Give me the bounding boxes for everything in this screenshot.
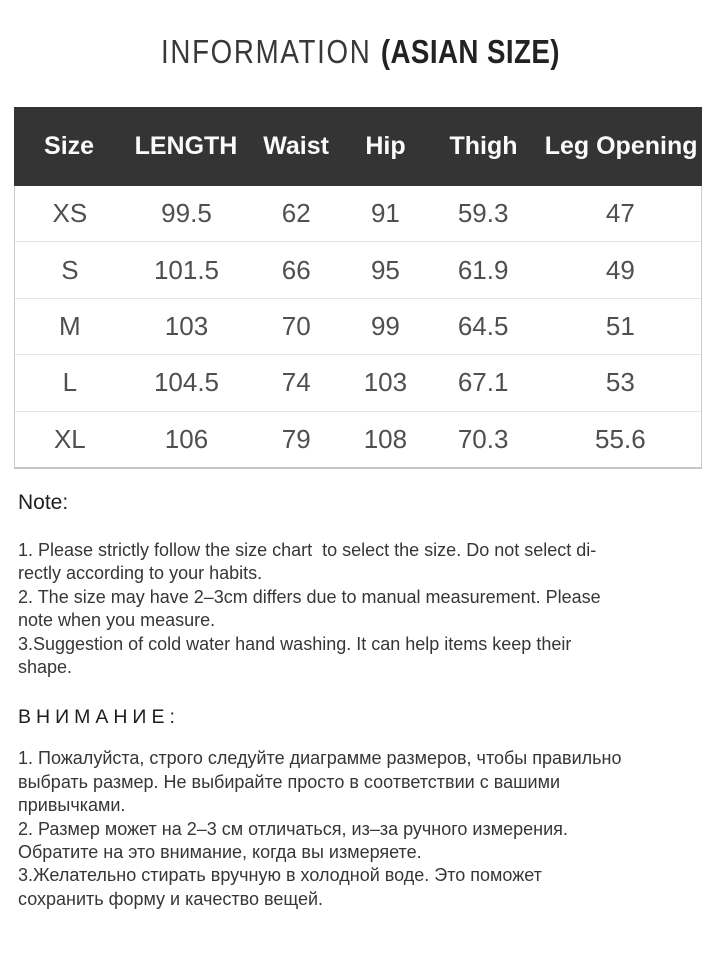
note-line: выбрать размер. Не выбирайте просто в соответствии с вашими xyxy=(18,771,561,792)
column-header-leg-opening: Leg Opening xyxy=(544,132,698,160)
table-cell: 59.3 xyxy=(457,198,509,229)
note-line: 3.Желательно стирать вручную в холодной воде. Это поможет xyxy=(18,865,542,886)
table-cell: 104.5 xyxy=(153,367,220,398)
column-header-waist: Waist xyxy=(263,132,329,160)
title-light-part: INFORMATION xyxy=(160,33,381,70)
table-cell: 61.9 xyxy=(457,254,509,285)
note-heading-en: Note: xyxy=(18,491,69,514)
table-cell: 103 xyxy=(363,367,408,398)
table-cell: 53 xyxy=(605,367,635,398)
size-table xyxy=(14,107,702,469)
column-header-length: LENGTH xyxy=(134,132,238,160)
table-cell: 62 xyxy=(281,198,311,229)
table-cell: 99 xyxy=(370,310,400,341)
note-line: Обратите на это внимание, когда вы измеряете. xyxy=(18,842,422,863)
table-cell: 70.3 xyxy=(457,423,509,454)
table-cell: 106 xyxy=(164,423,209,454)
note-line: привычками. xyxy=(18,795,126,816)
table-cell: 79 xyxy=(281,423,311,454)
table-body xyxy=(14,186,702,469)
note-lines-ru xyxy=(18,747,702,911)
table-cell: 47 xyxy=(605,198,635,229)
column-header-size: Size xyxy=(44,132,95,160)
table-cell: 67.1 xyxy=(457,367,509,398)
table-cell: 95 xyxy=(370,254,400,285)
table-row-s xyxy=(15,242,701,298)
note-line: note when you measure. xyxy=(18,610,216,631)
note-heading-ru: ВНИМАНИЕ: xyxy=(18,706,180,729)
table-cell: 64.5 xyxy=(457,310,509,341)
table-cell: 108 xyxy=(363,423,408,454)
table-cell: XL xyxy=(53,423,86,454)
page-title xyxy=(0,33,720,71)
note-line: shape. xyxy=(18,657,73,678)
table-header-row xyxy=(14,107,702,186)
table-cell: 70 xyxy=(281,310,311,341)
table-cell: M xyxy=(59,310,81,341)
table-cell: 91 xyxy=(370,198,400,229)
column-header-thigh: Thigh xyxy=(449,132,518,160)
table-cell: 74 xyxy=(281,367,311,398)
note-lines-en xyxy=(18,539,702,679)
title-bold-part: (ASIAN SIZE) xyxy=(380,33,560,70)
note-line: 1. Please strictly follow the size chart to select the size. Do not select di- xyxy=(18,540,597,560)
table-cell: 66 xyxy=(281,254,311,285)
table-row-xs xyxy=(15,186,701,242)
page-title-text xyxy=(161,33,560,71)
table-cell: L xyxy=(62,367,78,398)
note-line: 2. Размер может на 2–3 см отличаться, из–за ручного измерения. xyxy=(18,818,568,839)
table-cell: 51 xyxy=(605,310,635,341)
table-cell: 103 xyxy=(164,310,209,341)
notes-section xyxy=(18,490,702,911)
note-line: 1. Пожалуйста, строго следуйте диаграмме размеров, чтобы правильно xyxy=(18,748,622,769)
table-row-m xyxy=(15,299,701,355)
table-cell: S xyxy=(61,254,79,285)
column-header-hip: Hip xyxy=(365,132,406,160)
table-cell: 101.5 xyxy=(153,254,220,285)
note-line: сохранить форму и качество вещей. xyxy=(18,888,324,909)
note-line: 3.Suggestion of cold water hand washing. It can help items keep their xyxy=(18,633,572,654)
note-line: rectly according to your habits. xyxy=(18,563,263,584)
table-cell: 55.6 xyxy=(595,423,646,454)
table-row-xl xyxy=(15,412,701,467)
table-cell: 99.5 xyxy=(161,198,212,229)
table-cell: 49 xyxy=(605,254,635,285)
table-row-l xyxy=(15,355,701,411)
table-cell: XS xyxy=(52,198,88,229)
note-line: 2. The size may have 2–3cm differs due to manual measurement. Please xyxy=(18,586,601,607)
